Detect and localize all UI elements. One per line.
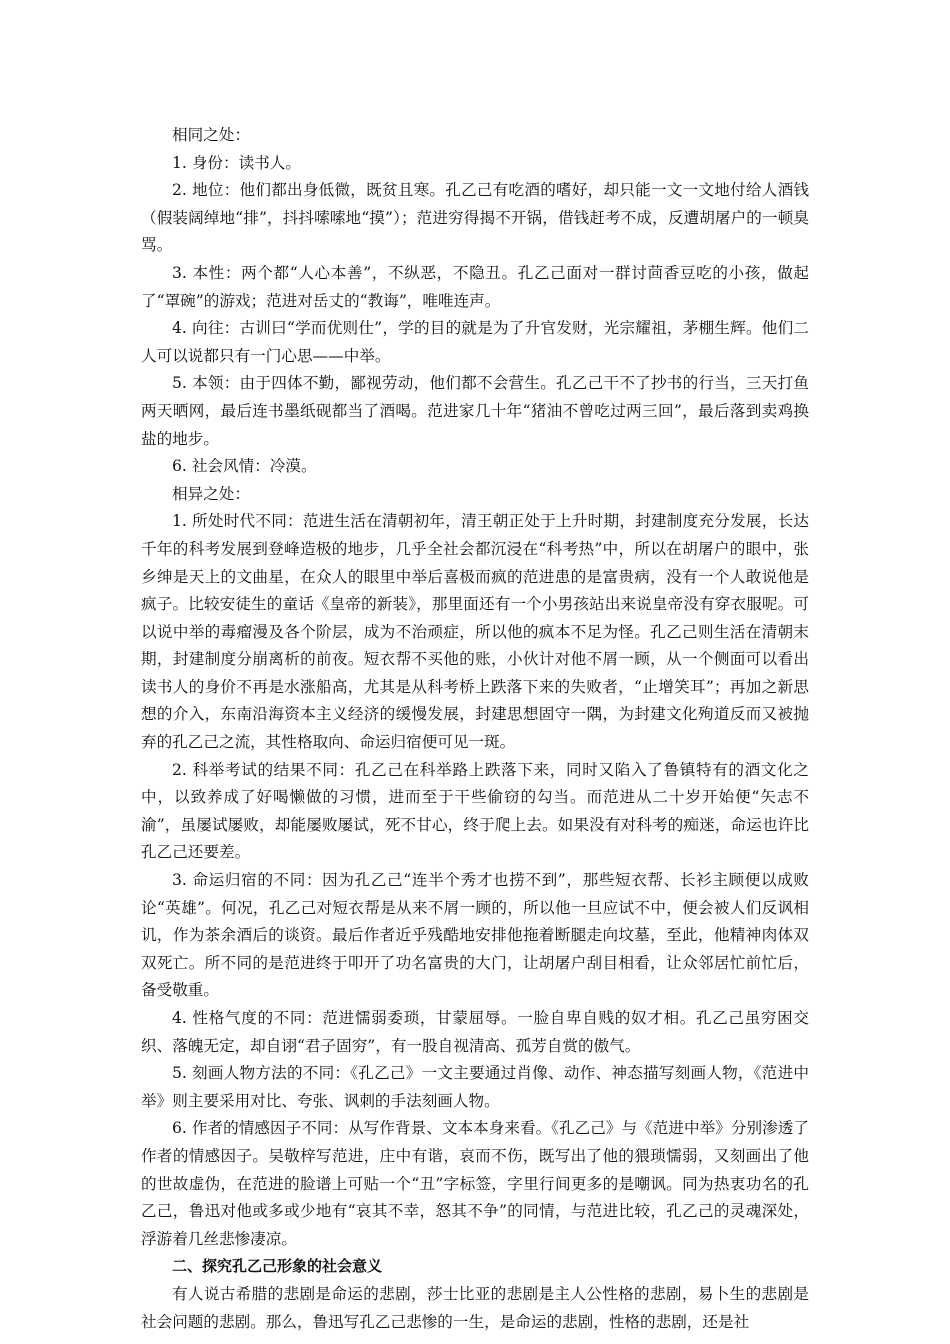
paragraph-identity: 1. 身份：读书人。 (172, 153, 301, 172)
paragraph-social-climate: 6. 社会风情：冷漠。 (172, 457, 317, 476)
paragraph-nature: 3. 本性：两个都“人心本善”，不纵恶，不隐丑。孔乙己面对一群讨茴香豆吃的小孩，做起了“罩碗”的游戏；范进对岳丈的“教诲”，唯唯连声。 (141, 263, 809, 310)
paragraph-era: 1. 所处时代不同：范进生活在清朝初年，清王朝正处于上升时期，封建制度充分发展，长达千年的科考发展到登峰造极的地步，几乎全社会都沉浸在“科考热”中，所以在胡屠户的眼中，张乡绅是天上的文曲星，在众人的眼里中举后喜极而疯的范进患的是富贵病，没有一个人敢说他是疯子。比较安徒生的童话《皇帝的新装》，那里面还有一个小男孩站出来说皇帝没有穿衣服呢。可以说中举的毒瘤漫及各个阶层，成为不治顽症，所以他的疯本不足为怪。孔乙己则生活在清朝末期，封建制度分崩离析的前夜。短衣帮不买他的账，小伙计对他不屑一顾，从一个侧面可以看出读书人的身价不再是水涨船高，尤其是从科考桥上跌落下来的失败者，“止增笑耳”；再加之新思想的介入，东南沿海资本主义经济的缓慢发展，封建思想固守一隅，为封建文化殉道反而又被抛弃的孔乙己之流，其性格取向、命运归宿便可见一斑。 (141, 512, 809, 752)
heading-differences: 相异之处： (172, 484, 250, 503)
paragraph-author-emotion: 6. 作者的情感因子不同：从写作背景、文本本身来看。《孔乙己》与《范进中举》分别渗透了作者的情感因子。吴敬梓写范进，庄中有谐，哀而不伤，既写出了他的猥琐懦弱，又刻画出了他的世故虚伪，在范进的脸谱上可贴一个“丑”字标签，字里行间更多的是嘲讽。同为热衷功名的孔乙己，鲁迅对他或多或少地有“哀其不幸，怒其不争”的同情，与范进比较，孔乙己的灵魂深处，浮游着几丝悲惨凄凉。 (141, 1119, 809, 1248)
section-heading-2: 二、探究孔乙己形象的社会意义 (172, 1257, 383, 1276)
paragraph-fate: 3. 命运归宿的不同：因为孔乙己“连半个秀才也捞不到”，那些短衣帮、长衫主顾便以成败论“英雄”。何况，孔乙己对短衣帮是从来不屑一顾的，所以他一旦应试不中，便会被人们反讽相讥，作为茶余酒后的谈资。最后作者近乎残酷地安排他拖着断腿走向坟墓，至此，他精神肉体双双死亡。所不同的是范进终于叩开了功名富贵的大门，让胡屠户刮目相看，让众邻居忙前忙后，备受敬重。 (141, 871, 809, 1000)
paragraph-portrayal: 5. 刻画人物方法的不同：《孔乙己》一文主要通过肖像、动作、神态描写刻画人物，《范进中举》则主要采用对比、夸张、讽刺的手法刻画人物。 (141, 1064, 809, 1110)
document-page (141, 122, 809, 1336)
paragraph-status: 2. 地位：他们都出身低微，既贫且寒。孔乙己有吃酒的嗜好，却只能一文一文地付给人酒钱（假装阔绰地“排”，抖抖嗦嗦地“摸”）；范进穷得揭不开锅，借钱赶考不成，反遭胡屠户的一顿臭骂。 (141, 181, 809, 255)
paragraph-exam-result: 2. 科举考试的结果不同：孔乙己在科举路上跌落下来，同时又陷入了鲁镇特有的酒文化之中，以致养成了好喝懒做的习惯，进而至于干些偷窃的勾当。而范进从二十岁开始便“矢志不渝”，虽屡试屡败，却能屡败屡试，死不甘心，终于爬上去。如果没有对科考的痴迷，命运也许比孔乙己还要差。 (141, 760, 809, 862)
heading-similarities: 相同之处： (172, 126, 250, 144)
paragraph-character: 4. 性格气度的不同：范进懦弱委琐，甘蒙屈辱。一脸自卑自贱的奴才相。孔乙己虽穷困交织、落魄无定，却自诩“君子固穷”，有一股自视清高、孤芳自赏的傲气。 (141, 1009, 809, 1055)
paragraph-ability: 5. 本领：由于四体不勤，鄙视劳动，他们都不会营生。孔乙己干不了抄书的行当，三天打鱼两天晒网，最后连书墨纸砚都当了酒喝。范进家几十年“猪油不曾吃过两三回”，最后落到卖鸡换盐的地步。 (141, 374, 809, 448)
paragraph-tragedy: 有人说古希腊的悲剧是命运的悲剧，莎士比亚的悲剧是主人公性格的悲剧，易卜生的悲剧是社会问题的悲剧。那么，鲁迅写孔乙己悲惨的一生，是命运的悲剧，性格的悲剧，还是社 (141, 1284, 809, 1331)
paragraph-aspiration: 4. 向往：古训曰“学而优则仕”，学的目的就是为了升官发财，光宗耀祖，茅棚生辉。他们二人可以说都只有一门心思——中举。 (141, 319, 809, 365)
